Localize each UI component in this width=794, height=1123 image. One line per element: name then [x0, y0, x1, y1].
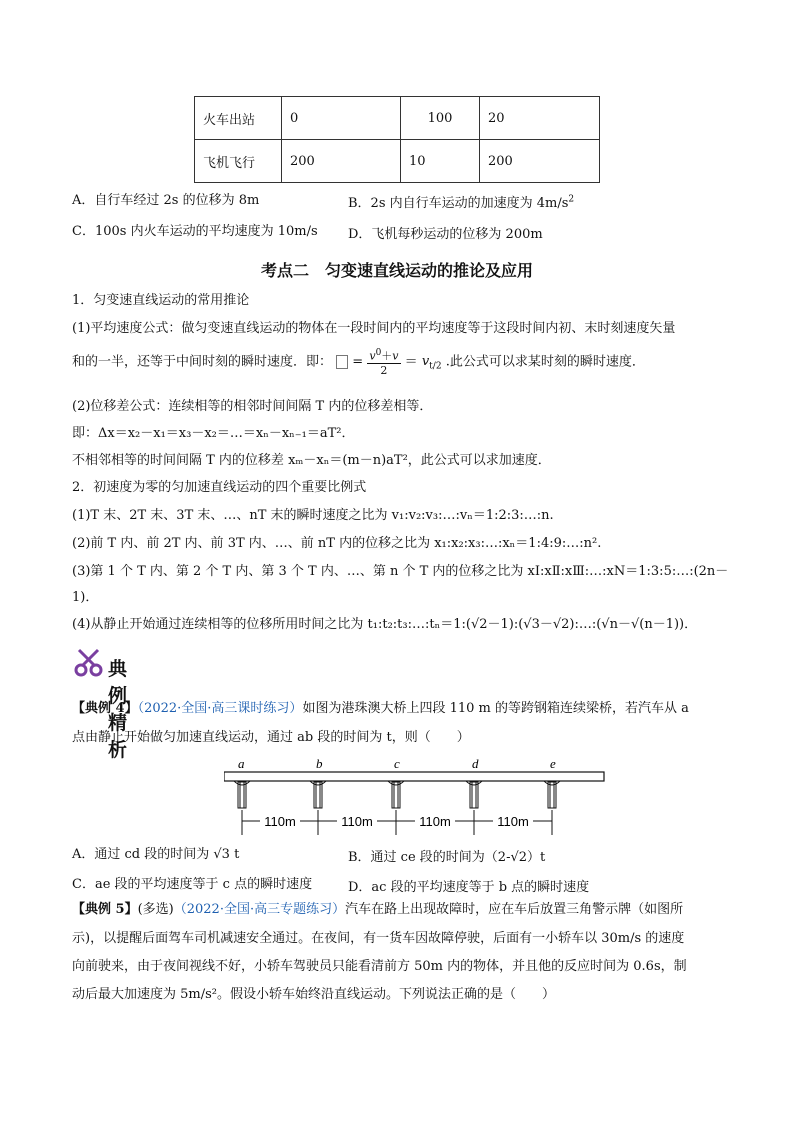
example-4-line1: [72, 700, 689, 718]
formula-fraction: $\frac{v^0+v}{2}$: [369, 348, 399, 377]
pier-c: [388, 781, 404, 808]
table-cell: 20: [480, 97, 600, 140]
span-label: 110m: [497, 814, 529, 829]
table-cell: 10: [401, 140, 480, 183]
point-label-a: a: [238, 756, 245, 771]
option-c: C．100s 内火车运动的平均速度为 10m/s: [72, 224, 318, 239]
formula-equals: =: [352, 354, 364, 370]
table-cell: 飞机飞行: [195, 140, 282, 183]
example-text: 如图为港珠澳大桥上四段 110 m 的等跨钢箱连续梁桥，若汽车从 a: [302, 701, 689, 716]
table-cell: 200: [282, 140, 401, 183]
avg-velocity-icon: [336, 355, 348, 369]
data-table: [194, 96, 600, 183]
span-label: 110m: [341, 814, 373, 829]
example-5-line1: [72, 901, 683, 919]
formula-midtime-velocity: $v_{t/2}$: [421, 354, 442, 372]
example-4-option-b: B．通过 ce 段的时间为（2-√2）t: [348, 850, 546, 865]
table-row: [195, 140, 600, 183]
paragraph: 和的一半，还等于中间时刻的瞬时速度．即：: [72, 354, 333, 370]
example-4-line2: 点由静止开始做匀加速直线运动，通过 ab 段的时间为 t，则（ ）: [72, 730, 470, 745]
table-cell: 0: [282, 97, 401, 140]
example-4-option-a: A．通过 cd 段的时间为 √3 t: [72, 847, 240, 862]
example-citation: （2022·全国·高三专题练习）: [173, 902, 346, 917]
paragraph: 不相邻相等的时间间隔 T 内的位移差 xₘ－xₙ＝(m－n)aT²，此公式可以求加速度．: [72, 453, 551, 468]
option-a: A．自行车经过 2s 的位移为 8m: [72, 193, 260, 208]
paragraph: (2)位移差公式：连续相等的相邻时间间隔 T 内的位移差相等．: [72, 399, 433, 414]
point-label-e: e: [550, 756, 556, 771]
option-d: D．飞机每秒运动的位移为 200m: [348, 227, 543, 242]
point-label-b: b: [316, 756, 323, 771]
example-4-option-d: D．ac 段的平均速度等于 b 点的瞬时速度: [348, 880, 590, 895]
example-5-line2: 示)，以提醒后面驾车司机减速安全通过。在夜间，有一货车因故障停驶，后面有一小轿车以 30m/s 的速度: [72, 931, 685, 946]
example-5-line3: 向前驶来，由于夜间视线不好，小轿车驾驶员只能看清前方 50m 内的物体，并且他的反应时间为 0.6s，制: [72, 959, 687, 974]
pier-a: [234, 781, 250, 808]
example-tag: 【典例 5】: [72, 902, 138, 917]
option-b-sup: 2: [568, 194, 575, 205]
example-citation: （2022·全国·高三课时练习）: [137, 701, 303, 716]
paragraph: (1)平均速度公式：做匀变速直线运动的物体在一段时间内的平均速度等于这段时间内初、末时刻速度矢量: [72, 321, 676, 336]
scissors-icon: [72, 648, 108, 678]
paragraph: 2．初速度为零的匀加速直线运动的四个重要比例式: [72, 480, 367, 495]
paragraph: (2)前 T 内、前 2T 内、前 3T 内、…、前 nT 内的位移之比为 x₁:x₂:x₃:…:xₙ＝1:4:9:…:n².: [72, 536, 602, 551]
point-label-c: c: [394, 756, 400, 771]
formula-equals: ＝: [404, 354, 418, 370]
span-label: 110m: [419, 814, 451, 829]
example-4-option-c: C．ae 段的平均速度等于 c 点的瞬时速度: [72, 877, 313, 892]
option-b-text: B．2s 内自行车运动的加速度为 4m/s: [348, 196, 569, 211]
paragraph: (1)T 末、2T 末、3T 末、…、nT 末的瞬时速度之比为 v₁:v₂:v₃:…:vₙ＝1:2:3:…:n.: [72, 508, 554, 523]
paragraph: 1)．: [72, 590, 99, 605]
option-b: [348, 192, 574, 211]
pier-b: [310, 781, 326, 808]
bridge-diagram: [224, 755, 614, 837]
span-label: 110m: [264, 814, 296, 829]
example-text: 汽车在路上出现故障时，应在车后放置三角警示牌（如图所: [345, 902, 684, 917]
table-row: [195, 97, 600, 140]
paragraph: 即：Δx＝x₂－x₁＝x₃－x₂＝…＝xₙ－xₙ₋₁＝aT²．: [72, 426, 355, 441]
paragraph: (4)从静止开始通过连续相等的位移所用时间之比为 t₁:t₂:t₃:…:tₙ＝1:(√2－1):(√3－√2):…:(√n－√(n－1))．: [72, 617, 698, 632]
table-cell: 100: [401, 97, 480, 140]
formula-line: [72, 347, 645, 377]
table-cell: 火车出站: [195, 97, 282, 140]
paragraph: 1．匀变速直线运动的常用推论: [72, 293, 250, 308]
example-5-line4: 动后最大加速度为 5m/s²。假设小轿车始终沿直线运动。下列说法正确的是（ ）: [72, 987, 555, 1002]
bridge-deck: [224, 772, 604, 781]
banner-title: 典例精析: [108, 658, 129, 761]
pier-e: [544, 781, 560, 808]
paragraph: .此公式可以求某时刻的瞬时速度．: [445, 354, 645, 370]
table-cell: 200: [480, 140, 600, 183]
section-title: 考点二 匀变速直线运动的推论及应用: [260, 261, 533, 280]
multi-tag: (多选): [137, 902, 174, 917]
point-label-d: d: [472, 756, 479, 771]
paragraph: (3)第 1 个 T 内、第 2 个 T 内、第 3 个 T 内、…、第 n 个 T 内的位移之比为 xⅠ:xⅡ:xⅢ:…:xN＝1:3:5:…:(2n－: [72, 564, 729, 579]
pier-d: [466, 781, 482, 808]
example-tag: 【典例 4】: [72, 701, 138, 716]
